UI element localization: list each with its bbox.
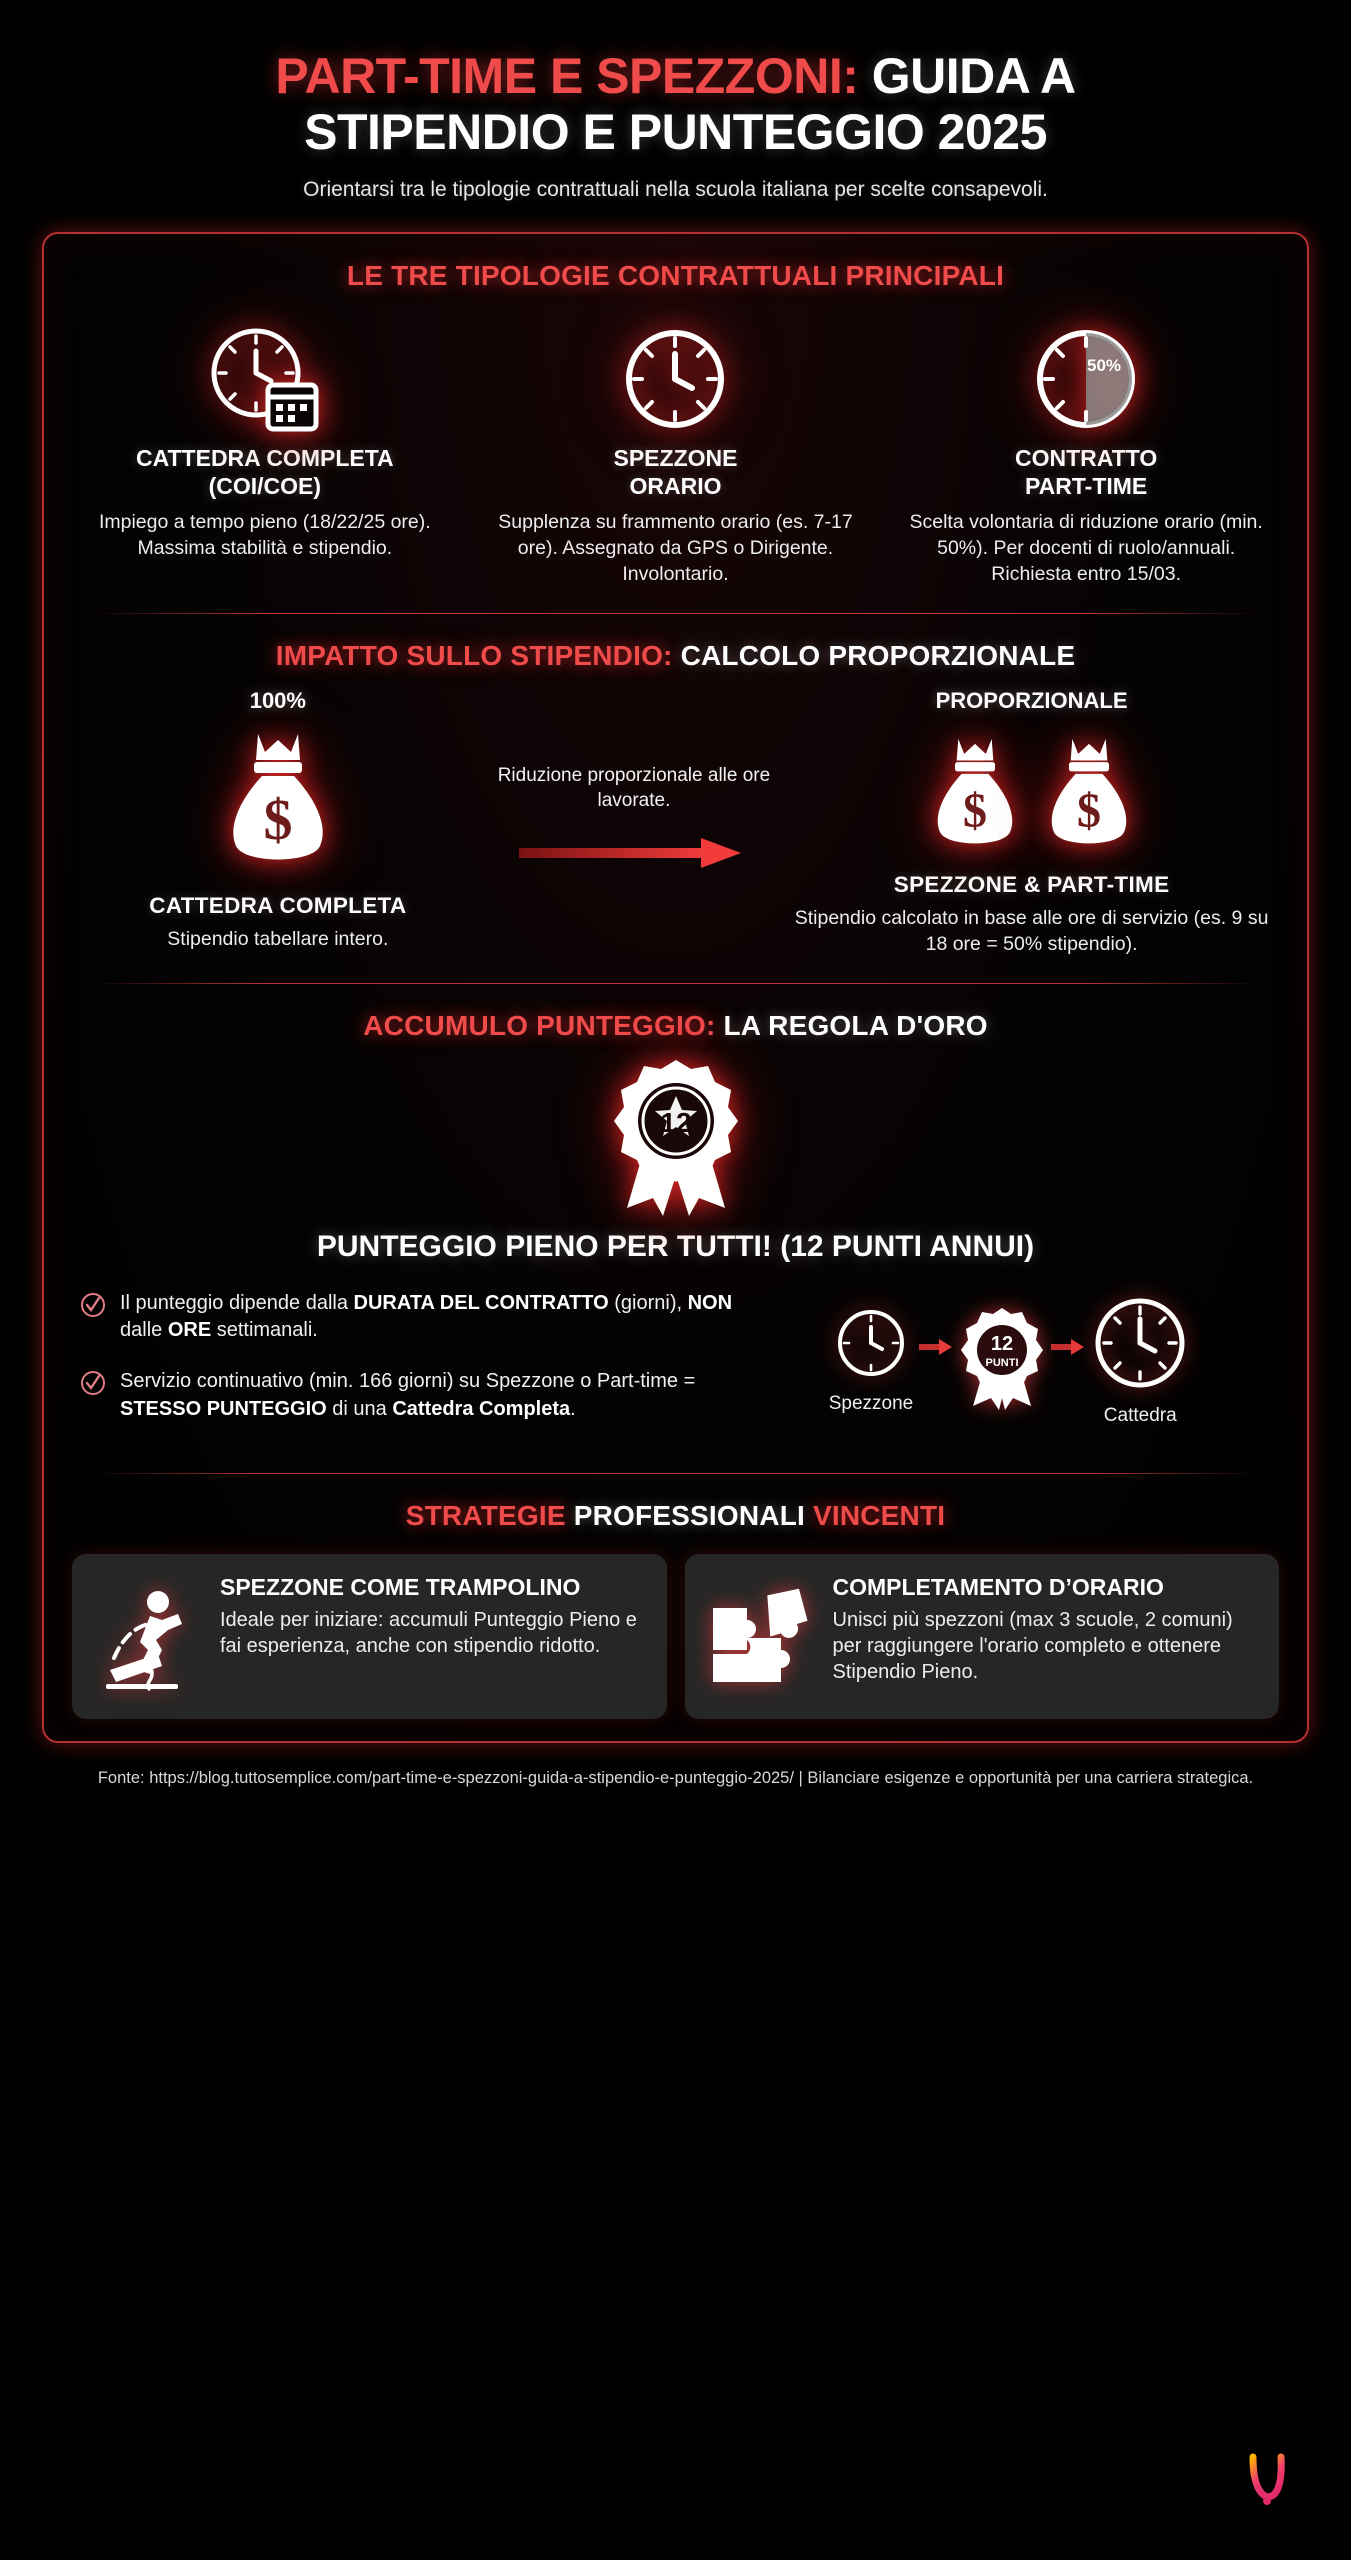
section1-heading-text: LE TRE TIPOLOGIE CONTRATTUALI PRINCIPALI: [346, 260, 1005, 291]
title-white-part-1: GUIDA A: [858, 48, 1076, 104]
contract-card-title-line1: CONTRATTO: [1015, 445, 1158, 471]
contract-card-title-line1: CATTEDRA COMPLETA: [136, 445, 394, 471]
salary-right-subtitle: Stipendio calcolato in base alle ore di servizio (es. 9 su 18 ore = 50% stipendio).: [794, 907, 1269, 955]
money-bag-icon: [82, 724, 474, 879]
bullet-text: Servizio continuativo (min. 166 giorni) su Spezzone o Part-time = STESSO PUNTEGGIO di una Cattedra Completa.: [120, 1370, 696, 1420]
right-arrow-icon: [474, 836, 794, 870]
svg-text:$: $: [1076, 784, 1101, 838]
section4-heading-white: PROFESSIONALI: [573, 1499, 813, 1531]
contract-card-body: Impiego a tempo pieno (18/22/25 ore). Massima stabilità e stipendio.: [98, 511, 431, 559]
check-circle-icon: [80, 1370, 106, 1422]
contract-card-title-line2: ORARIO: [629, 473, 722, 500]
section1-heading: [68, 260, 1283, 292]
contract-card-body: Supplenza su frammento orario (es. 7-17 ore). Assegnato da GPS o Dirigente. Involontario.: [498, 511, 853, 585]
badge-number-label: 12: [659, 1106, 692, 1138]
two-money-bags-icon: [794, 728, 1269, 858]
clock-half-pie-icon: [897, 314, 1275, 444]
contract-card-cattedra: [76, 314, 454, 587]
punteggio-bullet-list: [80, 1290, 747, 1447]
right-arrow-icon: [919, 1337, 953, 1357]
section4-heading-red-1: STRATEGIE: [405, 1499, 574, 1531]
section4-heading-red-2: VINCENTI: [812, 1499, 946, 1531]
contract-card-title-line1: SPEZZONE: [613, 445, 738, 471]
brand-logo-icon: [1247, 2451, 1291, 2512]
dollar-sign: $: [263, 787, 293, 853]
section-divider-2: [90, 983, 1261, 984]
salary-left-title: CATTEDRA COMPLETA: [149, 893, 407, 919]
flow-start-label: Spezzone: [828, 1392, 914, 1414]
salary-comparison: [68, 688, 1283, 957]
strategy-card-body: Unisci più spezzoni (max 3 scuole, 2 comuni) per raggiungere l'orario completo e ottenere Stipendio Pieno.: [832, 1609, 1233, 1684]
contract-card-title: [76, 444, 454, 500]
flow-badge-word: PUNTI: [985, 1356, 1019, 1369]
strategy-cards-row: [68, 1554, 1283, 1719]
list-item: [80, 1368, 747, 1422]
salary-right-percent: PROPORZIONALE: [935, 688, 1128, 714]
footer-source: Fonte: https://blog.tuttosemplice.com/part-time-e-spezzoni-guida-a-stipendio-e-punteggio-2025/ | Bilanciare esigenze e opportunità per una carriera strategica.: [97, 1768, 1254, 1787]
strategy-card-trampolino: [72, 1554, 667, 1719]
strategy-card-title: SPEZZONE COME TRAMPOLINO: [220, 1573, 581, 1600]
section2-heading-red: IMPATTO SULLO STIPENDIO:: [275, 640, 673, 672]
contract-card-title: [897, 444, 1275, 500]
trampoline-jump-icon: [92, 1574, 204, 1697]
section2-heading: [68, 640, 1283, 672]
section3-heading: [68, 1010, 1283, 1042]
punteggio-flowchart: [747, 1290, 1271, 1427]
contract-card-body: Scelta volontaria di riduzione orario (min. 50%). Per docenti di ruolo/annuali. Richiesta entro 15/03.: [909, 511, 1263, 585]
strategy-card-body: Ideale per iniziare: accumuli Punteggio Pieno e fai esperienza, anche con stipendio ridotto.: [220, 1609, 637, 1658]
contract-card-title-line2: (COI/COE): [208, 473, 322, 500]
section3-heading-white: LA REGOLA D'ORO: [715, 1009, 988, 1041]
check-circle-icon: [80, 1292, 106, 1344]
strategy-card-completamento: [685, 1554, 1280, 1719]
salary-right-block: [794, 688, 1269, 957]
clock-icon: [1091, 1294, 1189, 1392]
contract-card-title-line2: PART-TIME: [1025, 473, 1148, 500]
pie-percent-label: 50%: [1087, 356, 1122, 375]
flow-start: [829, 1306, 914, 1415]
award-ribbon-icon: [68, 1056, 1283, 1216]
main-panel: [42, 232, 1309, 1743]
flow-end: [1091, 1294, 1189, 1427]
salary-left-percent: 100%: [249, 688, 306, 714]
contract-card-spezzone: [487, 314, 865, 587]
flow-end-label: Cattedra: [1103, 1404, 1177, 1426]
section-divider-3: [90, 1473, 1261, 1474]
strategy-card-title: COMPLETAMENTO D’ORARIO: [832, 1573, 1164, 1600]
svg-text:$: $: [962, 784, 987, 838]
page-subtitle: Orientarsi tra le tipologie contrattuali nella scuola italiana per scelte consapevoli.: [303, 178, 1048, 201]
bullet-text: Il punteggio dipende dalla DURATA DEL CONTRATTO (giorni), NON dalle ORE settimanali.: [120, 1291, 733, 1342]
section-divider-1: [90, 613, 1261, 614]
punteggio-claim: PUNTEGGIO PIENO PER TUTTI! (12 PUNTI ANNUI): [316, 1229, 1035, 1263]
salary-left-block: [82, 688, 474, 952]
contract-card-title: [487, 444, 865, 500]
punteggio-body: [68, 1290, 1283, 1447]
right-arrow-icon: [1051, 1337, 1085, 1357]
section2-heading-white: CALCOLO PROPORZIONALE: [672, 640, 1076, 672]
list-item: [80, 1290, 747, 1344]
section3-heading-red: ACCUMULO PUNTEGGIO:: [363, 1009, 716, 1041]
contract-types-row: [68, 314, 1283, 587]
page-title: [60, 48, 1291, 160]
flow-middle: [959, 1306, 1045, 1415]
clock-icon: [487, 314, 865, 444]
clock-icon: [834, 1306, 908, 1380]
clock-calendar-icon: [76, 314, 454, 444]
salary-arrow-block: [474, 688, 794, 869]
title-white-part-2: STIPENDIO E PUNTEGGIO 2025: [304, 104, 1047, 160]
contract-card-parttime: [897, 314, 1275, 587]
award-ribbon-icon: [959, 1306, 1045, 1410]
salary-right-title: SPEZZONE & PART-TIME: [893, 872, 1170, 898]
section4-heading: [68, 1500, 1283, 1532]
header: [0, 0, 1351, 202]
salary-arrow-note: Riduzione proporzionale alle ore lavorate.: [497, 765, 771, 811]
flow-badge-number: 12: [991, 1332, 1014, 1355]
salary-left-subtitle: Stipendio tabellare intero.: [167, 928, 389, 951]
puzzle-pieces-icon: [705, 1574, 817, 1697]
title-red-part: PART-TIME E SPEZZONI:: [275, 48, 859, 104]
